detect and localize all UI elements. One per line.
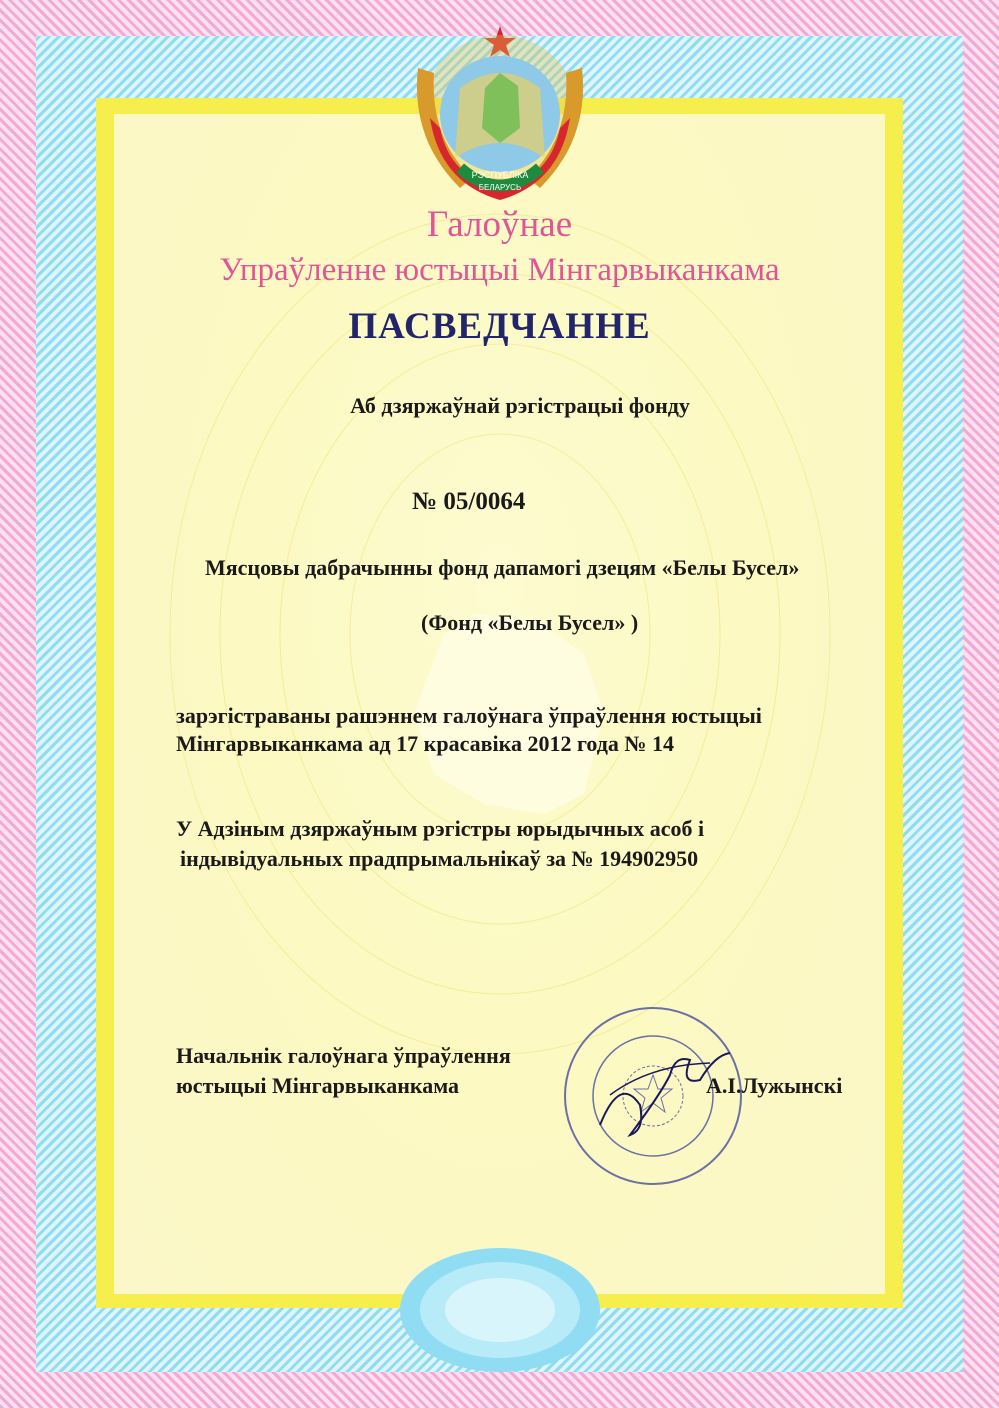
document-number: № 05/0064 <box>412 488 526 515</box>
fund-short-name: (Фонд «Белы Бусел» ) <box>421 610 639 635</box>
document-subject: Аб дзяржаўнай рэгістрацыі фонду <box>350 393 690 418</box>
signatory-title-line-2: юстыцыі Мінгарвыканкама <box>176 1073 460 1098</box>
state-emblem <box>400 18 600 208</box>
header-line-2: Упраўленне юстыцыі Мінгарвыканкама <box>219 252 780 288</box>
signatory-name: А.І.Лужынскі <box>706 1073 843 1098</box>
registration-line-2: Мінгарвыканкама ад 17 красавіка 2012 года № 14 <box>176 731 674 756</box>
register-line-1: У Адзіным дзяржаўным рэгістры юрыдычных асоб і <box>176 816 705 841</box>
emblem-text-top: РЭСПУБЛІКА <box>471 170 529 180</box>
fund-name: Мясцовы дабрачынны фонд дапамогі дзецям «Белы Бусел» <box>205 555 800 580</box>
registration-line-1: зарэгістраваны рашэннем галоўнага ўпраўлення юстыцыі <box>176 703 762 728</box>
header-line-1: Галоўнае <box>426 204 573 245</box>
register-line-2: індывідуальных прадпрымальнікаў за № 194902950 <box>180 846 699 871</box>
signatory-title-line-1: Начальнік галоўнага ўпраўлення <box>176 1043 511 1068</box>
document-title: ПАСВЕДЧАННЕ <box>348 306 651 347</box>
emblem-text-bottom: БЕЛАРУСЬ <box>478 183 522 192</box>
rosette-ornament <box>390 1230 610 1380</box>
